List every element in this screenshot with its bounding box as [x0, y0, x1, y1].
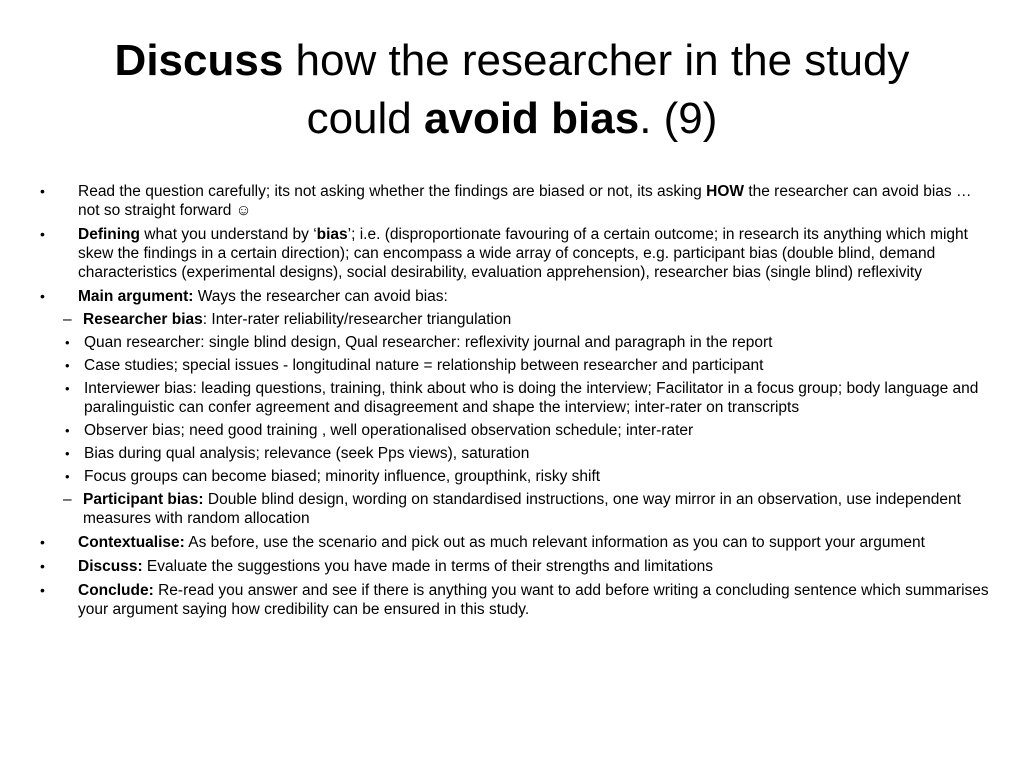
bullet-bold: Defining — [78, 226, 140, 243]
bullet-bold: Discuss: — [78, 558, 143, 575]
sub-sub-bullet — [39, 421, 990, 440]
sub-sub-bullet — [39, 467, 990, 486]
title-text-1: how the researcher in the study could — [283, 36, 910, 143]
bullet-read-question — [38, 182, 990, 220]
bullet-text: ’; i.e. (disproportionate favouring of a certain outcome; in research its anything which might skew the findings in a certain direction); can encompass a wide array of concepts, e.g. participant bias (double blind, demand characteristics (experimental designs), social desirability, evaluation apprehension), researcher bias (single blind) reflexivity — [78, 226, 968, 281]
slide-content — [38, 182, 990, 624]
bullet-text: Case studies; special issues - longitudinal nature = relationship between researcher and participant — [84, 357, 764, 374]
bullet-bold: Researcher bias — [83, 311, 203, 328]
bullet-text: Read the question carefully; its not asking whether the findings are biased or not, its asking — [78, 183, 707, 200]
bullet-text: Observer bias; need good training , well operationalised observation schedule; inter-rater — [84, 422, 694, 439]
sub-sub-bullet — [39, 444, 990, 463]
smiley-icon: ☺ — [235, 202, 252, 219]
bullet-list — [38, 182, 990, 619]
bullet-text: Ways the researcher can avoid bias: — [193, 288, 448, 305]
bullet-bold: Conclude: — [78, 582, 154, 599]
bullet-discuss — [38, 557, 990, 576]
bullet-defining — [38, 225, 990, 282]
bullet-text: Re-read you answer and see if there is anything you want to add before writing a concluding sentence which summarises your argument saying how credibility can be ensured in this study. — [78, 582, 989, 618]
bullet-text: : Inter-rater reliability/researcher triangulation — [202, 311, 512, 328]
bullet-text: Interviewer bias: leading questions, training, think about who is doing the interview; Facilitator in a focus group; body language and paralinguistic can confer agreement and disagreement and shape the interview; inter-rater on transcripts — [84, 380, 979, 416]
bullet-dot-icon: • — [40, 534, 45, 550]
bullet-bold: bias — [316, 226, 348, 243]
bullet-text: Quan researcher: single blind design, Qual researcher: reflexivity journal and paragraph in the report — [84, 334, 773, 351]
bullet-text: As before, use the scenario and pick out as much relevant information as you can to support your argument — [184, 534, 925, 551]
bullet-dot-icon: • — [65, 469, 70, 484]
bullet-text: the researcher can avoid bias …not so straight forward — [78, 183, 972, 219]
title-text-2: . (9) — [639, 94, 718, 143]
bullet-dot-icon: • — [40, 183, 45, 199]
bullet-main-argument — [38, 287, 990, 528]
title-bold-avoid-bias: avoid bias — [424, 94, 640, 143]
dash-icon: – — [63, 311, 72, 328]
bullet-text: Evaluate the suggestions you have made in terms of their strengths and limitations — [142, 558, 713, 575]
sub-sub-bullet — [39, 333, 990, 352]
sub-sub-bullet — [39, 356, 990, 375]
bullet-bold: HOW — [706, 183, 745, 200]
sub-bullet-researcher-bias — [38, 310, 990, 486]
bullet-dot-icon: • — [40, 226, 45, 242]
sub-list — [63, 310, 990, 528]
sub-sub-bullet — [39, 379, 990, 417]
bullet-dot-icon: • — [65, 381, 70, 396]
bullet-dot-icon: • — [40, 558, 45, 574]
bullet-dot-icon: • — [65, 423, 70, 438]
bullet-contextualise — [38, 533, 990, 552]
bullet-conclude — [38, 581, 990, 619]
bullet-dot-icon: • — [65, 335, 70, 350]
bullet-text: what you understand by ‘ — [140, 226, 317, 243]
bullet-dot-icon: • — [65, 446, 70, 461]
sub-sub-list — [65, 333, 990, 486]
bullet-dot-icon: • — [40, 582, 45, 598]
title-bold-discuss: Discuss — [114, 36, 284, 85]
bullet-dot-icon: • — [40, 288, 45, 304]
bullet-text: Bias during qual analysis; relevance (seek Pps views), saturation — [84, 445, 530, 462]
bullet-bold: Participant bias: — [83, 491, 204, 508]
bullet-text: Double blind design, wording on standardised instructions, one way mirror in an observation, use independent measures with random allocation — [83, 491, 961, 527]
slide-title — [60, 32, 964, 148]
bullet-dot-icon: • — [65, 358, 70, 373]
dash-icon: – — [63, 491, 72, 508]
bullet-bold: Main argument: — [78, 288, 194, 305]
sub-bullet-participant-bias — [38, 490, 990, 528]
bullet-bold: Contextualise: — [78, 534, 185, 551]
bullet-text: Focus groups can become biased; minority influence, groupthink, risky shift — [84, 468, 601, 485]
